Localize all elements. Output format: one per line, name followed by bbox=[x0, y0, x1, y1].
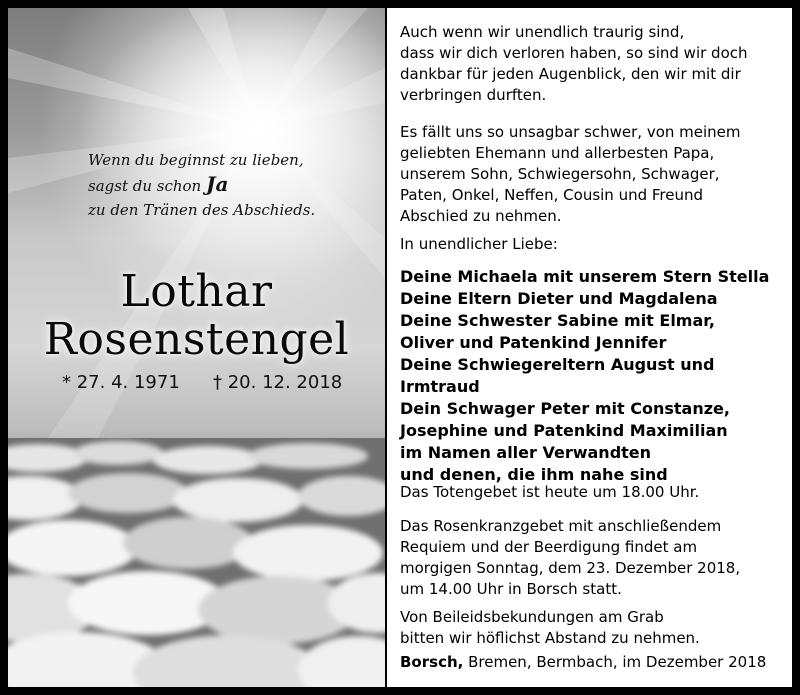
farewell-line: geliebten Ehemann und allerbesten Papa, bbox=[400, 144, 715, 162]
farewell-paragraph bbox=[400, 122, 741, 227]
quote-line-3: zu den Tränen des Abschieds. bbox=[88, 201, 316, 219]
farewell-line: Es fällt uns so unsagbar schwer, von meinem bbox=[400, 123, 741, 141]
sky-cloud-image bbox=[8, 8, 385, 687]
last-name: Rosenstengel bbox=[43, 314, 350, 365]
intro-line: verbringen durften. bbox=[400, 86, 547, 104]
quote-line-2-pre: sagst du schon bbox=[88, 177, 206, 195]
mourner-line: im Namen aller Verwandten bbox=[400, 443, 652, 462]
intro-line: Auch wenn wir unendlich traurig sind, bbox=[400, 23, 685, 41]
birth-date: * 27. 4. 1971 bbox=[62, 372, 180, 393]
condolence-line: bitten wir höflichst Abstand zu nehmen. bbox=[400, 629, 700, 647]
first-name: Lothar bbox=[120, 266, 273, 317]
intro-line: dankbar für jeden Augenblick, den wir mit dir bbox=[400, 65, 741, 83]
farewell-line: Paten, Onkel, Neffen, Cousin und Freund bbox=[400, 186, 704, 204]
requiem-paragraph bbox=[400, 516, 740, 600]
obituary-card bbox=[8, 8, 792, 687]
condolence-line: Von Beileidsbekundungen am Grab bbox=[400, 608, 664, 626]
prayer-notice: Das Totengebet ist heute um 18.00 Uhr. bbox=[400, 483, 700, 501]
place-date-line bbox=[400, 652, 766, 673]
intro-paragraph bbox=[400, 22, 748, 106]
quote bbox=[88, 148, 368, 222]
cloud-layer bbox=[8, 438, 385, 687]
requiem-line: Requiem und der Beerdigung findet am bbox=[400, 538, 698, 556]
mourner-line: und denen, die ihm nahe sind bbox=[400, 465, 668, 484]
mourner-line: Deine Eltern Dieter und Magdalena bbox=[400, 289, 718, 308]
requiem-line: um 14.00 Uhr in Borsch statt. bbox=[400, 580, 622, 598]
quote-line-2 bbox=[88, 172, 368, 198]
love-heading: In unendlicher Liebe: bbox=[400, 235, 558, 253]
intro-line: dass wir dich verloren haben, so sind wir doch bbox=[400, 44, 748, 62]
mourner-line: Oliver und Patenkind Jennifer bbox=[400, 333, 667, 352]
place-bold: Borsch, bbox=[400, 653, 464, 671]
farewell-line: Abschied zu nehmen. bbox=[400, 207, 562, 225]
mourners-list bbox=[400, 266, 782, 486]
quote-line-1: Wenn du beginnst zu lieben, bbox=[88, 151, 304, 169]
mourner-line: Dein Schwager Peter mit Constanze, bbox=[400, 399, 730, 418]
quote-ja: Ja bbox=[206, 172, 229, 196]
farewell-line: unserem Sohn, Schwiegersohn, Schwager, bbox=[400, 165, 720, 183]
column-divider bbox=[385, 8, 387, 687]
death-date: † 20. 12. 2018 bbox=[213, 372, 343, 393]
condolence-paragraph bbox=[400, 607, 700, 649]
place-rest: Bremen, Bermbach, im Dezember 2018 bbox=[463, 653, 767, 671]
requiem-line: Das Rosenkranzgebet mit anschließendem bbox=[400, 517, 722, 535]
mourner-line: Deine Schwester Sabine mit Elmar, bbox=[400, 311, 715, 330]
mourner-line: Josephine und Patenkind Maximilian bbox=[400, 421, 728, 440]
requiem-line: morgigen Sonntag, dem 23. Dezember 2018, bbox=[400, 559, 741, 577]
mourner-line: Deine Michaela mit unserem Stern Stella bbox=[400, 267, 770, 286]
mourner-line: Deine Schwiegereltern August und Irmtraud bbox=[400, 355, 715, 396]
